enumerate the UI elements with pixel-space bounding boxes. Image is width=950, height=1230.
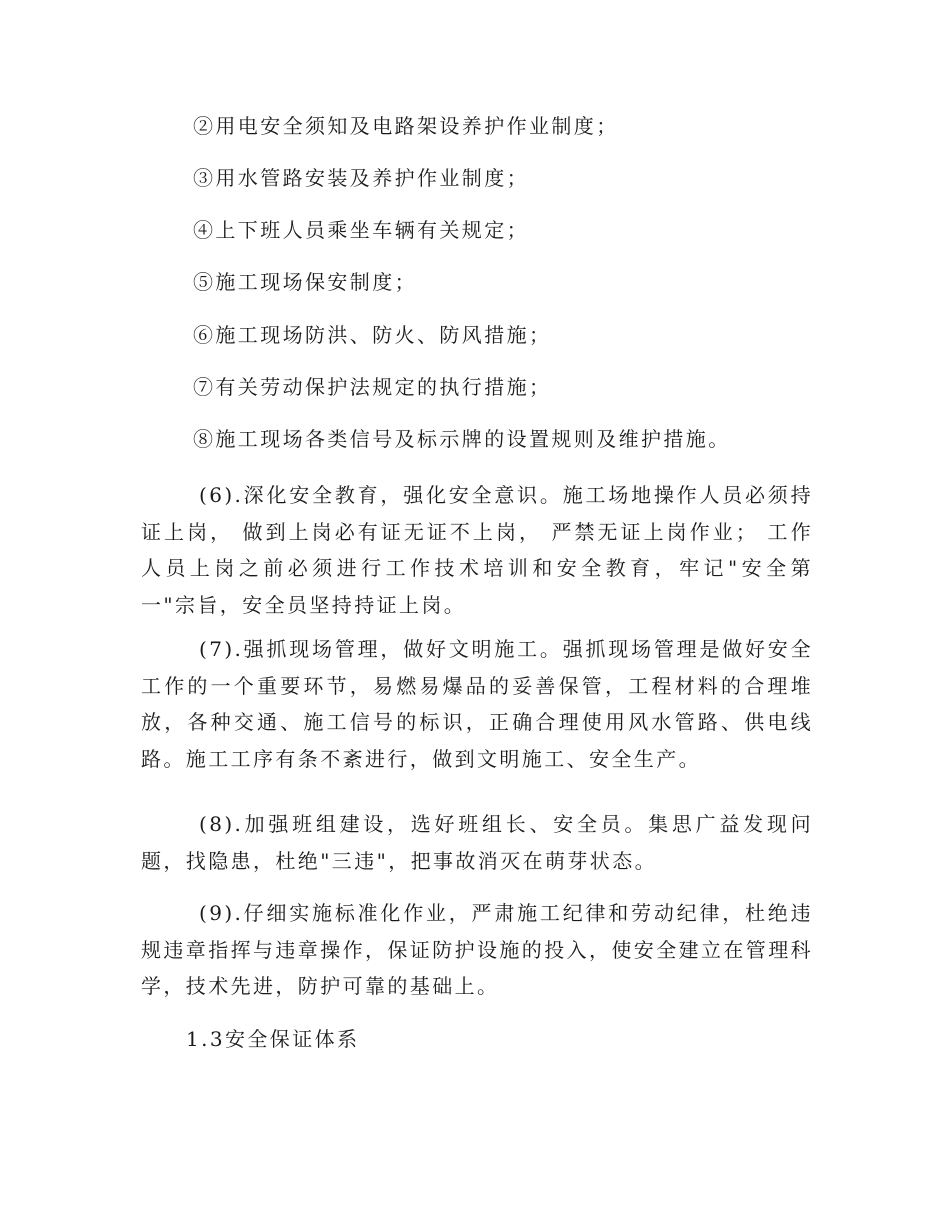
list-item: ⑤施工现场保安制度； — [193, 270, 417, 294]
paragraph-9: (9).仔细实施标准化作业，严肃施工纪律和劳动纪律，杜绝违规违章指挥与违章操作，保证防护设施的投入，使安全建立在管理科学，技术先进，防护可靠的基础上。 — [141, 901, 813, 998]
list-item: ③用水管路安装及养护作业制度； — [193, 166, 529, 190]
list-item: ⑧施工现场各类信号及标示牌的设置规则及维护措施。 — [193, 427, 731, 451]
list-item: ⑥施工现场防洪、防火、防风措施； — [193, 323, 552, 347]
list-item: ④上下班人员乘坐车辆有关规定； — [193, 218, 529, 242]
paragraph-8: (8).加强班组建设，选好班组长、安全员。集思广益发现问题，找隐患，杜绝"三违"，把事故消灭在萌芽状态。 — [141, 812, 813, 873]
section-heading: 1.3安全保证体系 — [186, 1027, 360, 1051]
paragraph-6: (6).深化安全教育，强化安全意识。施工场地操作人员必须持证上岗， 做到上岗必有证无证不上岗， 严禁无证上岗作业； 工作人员上岗之前必须进行工作技术培训和安全教育，牢记"安全第一"宗旨，安全员坚持持证上岗。 — [141, 483, 813, 617]
paragraph-7: (7).强抓现场管理，做好文明施工。强抓现场管理是做好安全工作的一个重要环节，易燃易爆品的妥善保管，工程材料的合理堆放，各种交通、施工信号的标识，正确合理使用风水管路、供电线路。施工工序有条不紊进行，做到文明施工、安全生产。 — [141, 637, 813, 771]
list-item: ②用电安全须知及电路架设养护作业制度； — [193, 114, 619, 138]
list-item: ⑦有关劳动保护法规定的执行措施； — [193, 375, 552, 399]
